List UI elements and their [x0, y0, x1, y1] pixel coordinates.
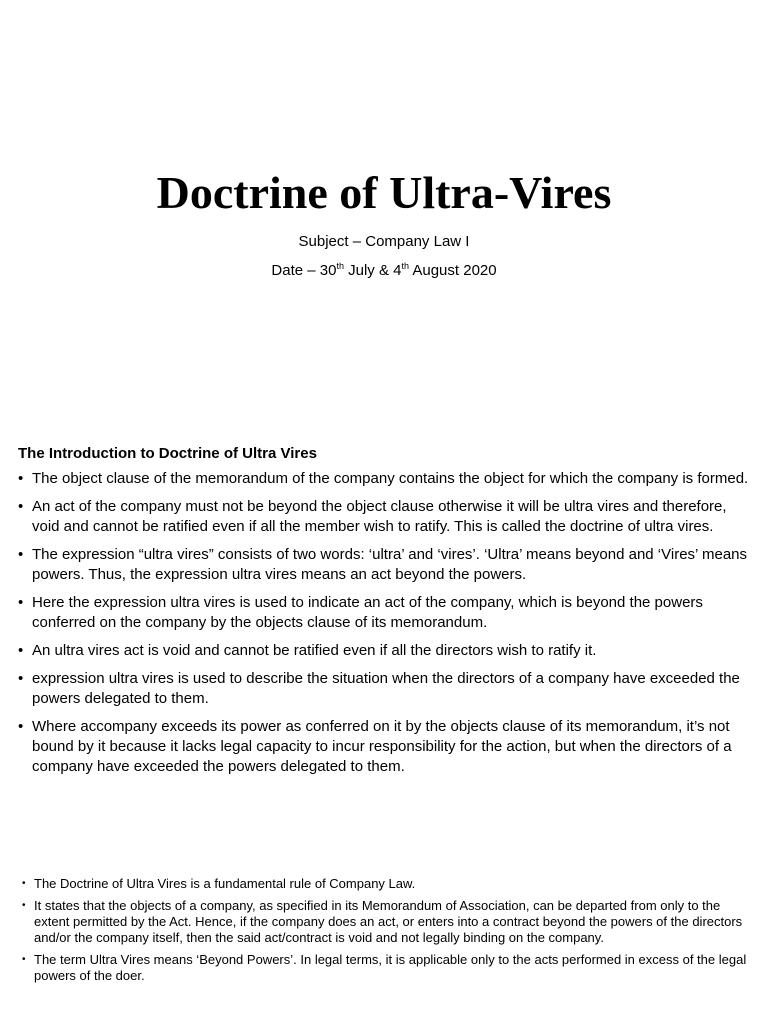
bullet-text: The object clause of the memorandum of the company contains the object for which the company is formed.: [32, 470, 749, 487]
bullet-icon: •: [18, 470, 24, 487]
list-item: [0, 717, 768, 777]
bullet-icon: •: [22, 900, 26, 911]
date-superscript-1: th: [336, 261, 344, 271]
bullet-text: The Doctrine of Ultra Vires is a fundamental rule of Company Law.: [34, 876, 416, 891]
subject-line: Subject – Company Law I: [298, 233, 470, 250]
bullet-text: An act of the company must not be beyond the object clause otherwise it will be ultra vires and therefore, void and cannot be ratified even if all the member wish to ratify. This is called the doctrine of ultra vires.: [32, 498, 727, 535]
bullet-text: It states that the objects of a company, as specified in its Memorandum of Association, can be departed from only to the extent permitted by the Act. Hence, if the company does an act, or enters into a contract beyond the powers of the directors and/or the company itself, then the said act/contract is void and not legally binding on the company.: [34, 898, 743, 945]
date-middle: July & 4: [343, 262, 402, 279]
bullet-text: Here the expression ultra vires is used to indicate an act of the company, which is beyond the powers conferred on the company by the objects clause of its memorandum.: [32, 594, 703, 631]
bullet-icon: •: [18, 546, 24, 563]
date-line: [0, 261, 768, 281]
list-item: [0, 545, 768, 585]
bullet-icon: •: [22, 954, 26, 965]
bullet-text: Where accompany exceeds its power as conferred on it by the objects clause of its memorandum, it’s not bound by it because it lacks legal capacity to incur responsibility for the action, but when the directors of a company have exceeded the powers delegated to them.: [32, 718, 732, 775]
bullet-icon: •: [18, 498, 24, 515]
intro-slide: [0, 444, 768, 785]
date-suffix: August 2020: [409, 262, 497, 279]
list-item: [0, 497, 768, 537]
bullet-text: expression ultra vires is used to describe the situation when the directors of a company have exceeded the powers delegated to them.: [32, 670, 740, 707]
bullet-text: An ultra vires act is void and cannot be ratified even if all the directors wish to ratify it.: [32, 642, 597, 659]
list-item: [0, 669, 768, 709]
section-heading: The Introduction to Doctrine of Ultra Vires: [18, 445, 317, 462]
rule-slide: [0, 876, 768, 990]
bullet-text: The expression “ultra vires” consists of two words: ‘ultra’ and ‘vires’. ‘Ultra’ means beyond and ‘Vires’ means powers. Thus, the expression ultra vires means an act beyond the powers.: [32, 546, 748, 583]
date-superscript-2: th: [401, 261, 410, 271]
bullet-icon: •: [18, 718, 24, 735]
list-item: [0, 593, 768, 633]
bullet-icon: •: [22, 878, 26, 889]
date-prefix: Date – 30: [271, 262, 337, 279]
list-item: [0, 952, 768, 984]
bullet-icon: •: [18, 594, 24, 611]
document-title: Doctrine of Ultra-Vires: [156, 167, 612, 218]
bullet-icon: •: [18, 670, 24, 687]
bullet-icon: •: [18, 642, 24, 659]
list-item: [0, 641, 768, 661]
rule-bullet-list: [0, 876, 768, 984]
list-item: [0, 898, 768, 946]
bullet-text: The term Ultra Vires means ‘Beyond Powers’. In legal terms, it is applicable only to the acts performed in excess of the legal powers of the doer.: [34, 952, 747, 983]
list-item: [0, 469, 768, 489]
list-item: [0, 876, 768, 892]
title-slide: [0, 0, 768, 400]
intro-bullet-list: [0, 469, 768, 777]
